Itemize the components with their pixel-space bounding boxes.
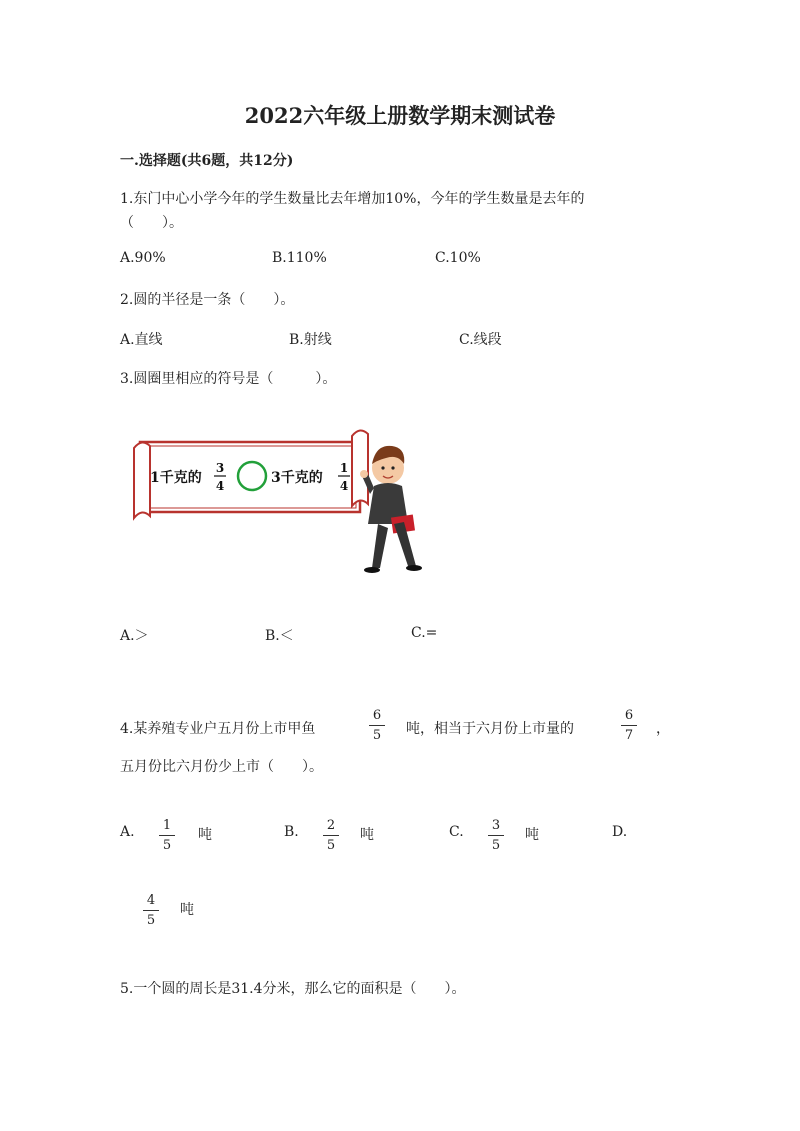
q3-illustration	[130, 428, 430, 580]
q4-option-d-fraction[interactable]	[140, 893, 162, 928]
q4-fraction-1	[366, 708, 388, 743]
q1-option-b[interactable]: B.110%	[272, 250, 327, 266]
q4-option-c-num: 3	[491, 818, 501, 833]
q3-option-c[interactable]: C.=	[411, 625, 438, 641]
q4-text-part3: ，	[656, 721, 670, 737]
q4-option-c-fraction[interactable]	[485, 818, 507, 853]
q1-option-a[interactable]: A.90%	[120, 250, 166, 266]
q4-option-d-num: 4	[146, 893, 156, 908]
q2-text: 2.圆的半径是一条（ ）。	[120, 292, 295, 308]
q4-option-a-num: 1	[162, 818, 172, 833]
banner-right-den: 4	[339, 479, 349, 493]
q4-option-a-den: 5	[162, 838, 172, 853]
q3-option-b[interactable]: B.＜	[265, 628, 294, 644]
q1-option-c[interactable]: C.10%	[435, 250, 481, 266]
banner-left-den: 4	[215, 479, 225, 493]
q4-option-c-den: 5	[491, 838, 501, 853]
q4-frac1-num: 6	[372, 708, 382, 723]
section-heading: 一.选择题(共6题，共12分)	[120, 153, 294, 169]
q1-text-line2: （ ）。	[120, 215, 183, 231]
q4-text-line2: 五月份比六月份少上市（ ）。	[120, 759, 323, 775]
q2-option-a[interactable]: A.直线	[120, 332, 163, 348]
q4-option-b-letter[interactable]: B.	[284, 824, 299, 840]
q4-frac2-den: 7	[624, 728, 634, 743]
q3-text: 3.圆圈里相应的符号是（ ）。	[120, 371, 337, 387]
q4-frac2-num: 6	[624, 708, 634, 723]
banner-left-text: 1千克的	[150, 470, 202, 486]
q4-option-c-unit: 吨	[525, 827, 539, 843]
boy-figure-graphic	[360, 446, 422, 573]
q4-option-b-den: 5	[326, 838, 336, 853]
q4-option-b-num: 2	[326, 818, 336, 833]
q4-fraction-2	[618, 708, 640, 743]
page-title: 2022六年级上册数学期末测试卷	[244, 103, 556, 128]
q4-option-c-letter[interactable]: C.	[449, 824, 464, 840]
q5-text: 5.一个圆的周长是31.4分米，那么它的面积是（ ）。	[120, 981, 466, 997]
banner-left-num: 3	[215, 461, 225, 475]
q4-text-part1: 4.某养殖专业户五月份上市甲鱼	[120, 721, 316, 737]
q4-option-a-letter[interactable]: A.	[120, 824, 135, 840]
q1-text-line1: 1.东门中心小学今年的学生数量比去年增加10%，今年的学生数量是去年的	[120, 191, 585, 207]
q3-option-a[interactable]: A.＞	[120, 628, 149, 644]
q4-option-b-unit: 吨	[360, 827, 374, 843]
banner-right-text: 3千克的	[271, 470, 323, 486]
banner-right-num: 1	[339, 461, 349, 475]
q4-text-part2: 吨，相当于六月份上市量的	[406, 721, 574, 737]
q4-frac1-den: 5	[372, 728, 382, 743]
q4-option-d-letter[interactable]: D.	[612, 824, 628, 840]
q4-option-d-den: 5	[146, 913, 156, 928]
q4-option-d-unit: 吨	[180, 902, 194, 918]
q2-option-b[interactable]: B.射线	[289, 332, 332, 348]
q4-option-a-fraction[interactable]	[156, 818, 178, 853]
q4-option-a-unit: 吨	[198, 827, 212, 843]
q2-option-c[interactable]: C.线段	[459, 332, 502, 348]
q4-option-b-fraction[interactable]	[320, 818, 342, 853]
